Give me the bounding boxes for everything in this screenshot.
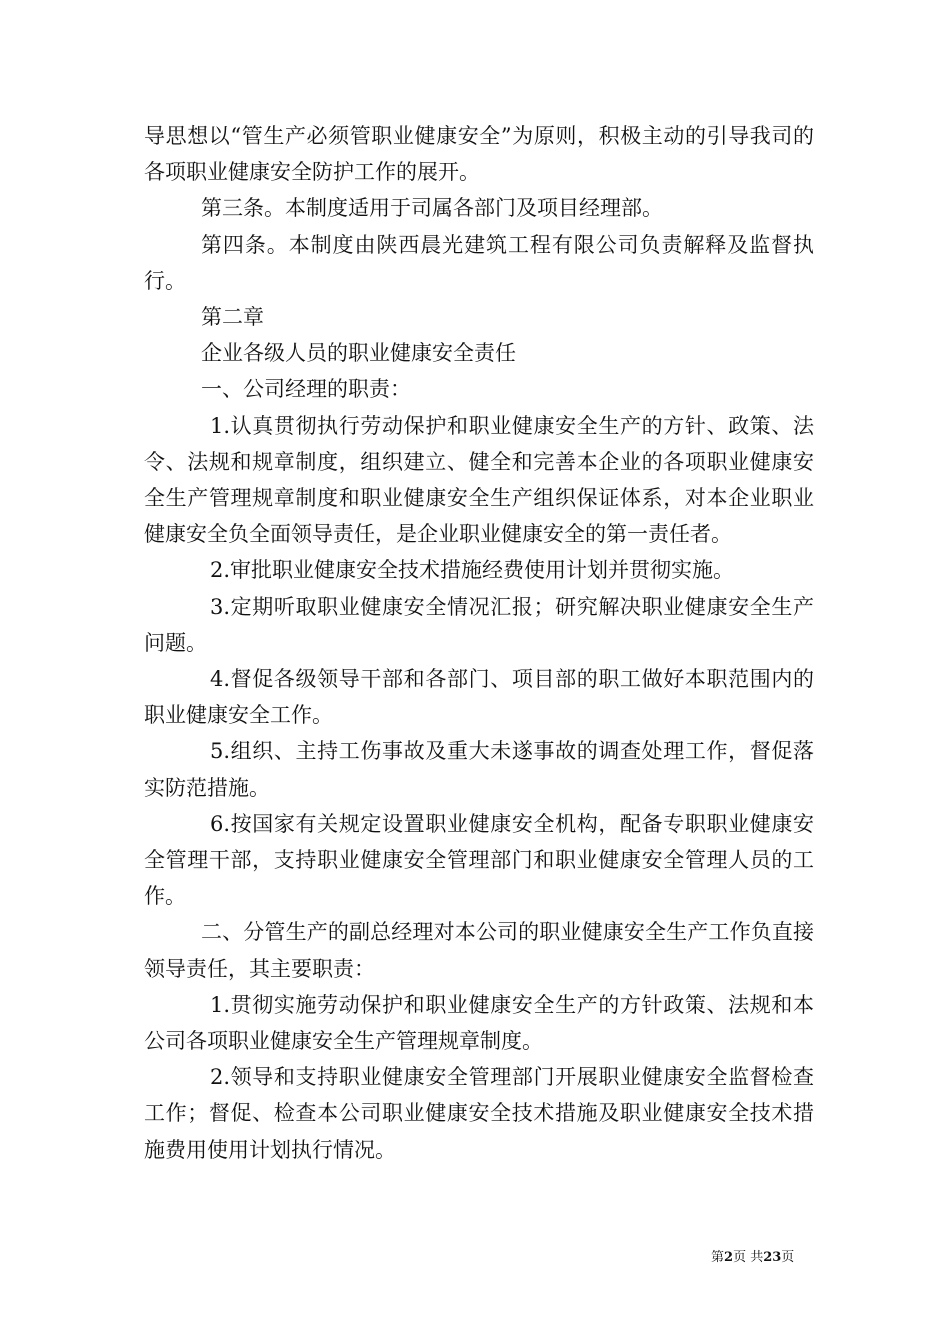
- paragraph-article-4: 第四条。本制度由陕西晨光建筑工程有限公司负责解释及监督执行。: [144, 232, 814, 293]
- list-item: 2.审批职业健康安全技术措施经费使用计划并贯彻实施。: [210, 558, 735, 583]
- chapter-heading: 第二章: [201, 305, 264, 330]
- section-manager-duties: 一、公司经理的职责：: [201, 377, 411, 402]
- footer-suffix: 页: [781, 1250, 795, 1265]
- list-item: 1.认真贯彻执行劳动保护和职业健康安全生产的方针、政策、法令、法规和规章制度，组织建立、健全和完善本企业的各项职业健康安全生产管理规章制度和职业健康安全生产组织保证体系，对本企业职业健康安全负全面领导责任，是企业职业健康安全的第一责任者。: [144, 413, 814, 547]
- list-item: 6.按国家有关规定设置职业健康安全机构，配备专职职业健康安全管理干部，支持职业健康安全管理部门和职业健康安全管理人员的工作。: [144, 811, 814, 909]
- footer-prefix: 第: [711, 1250, 725, 1265]
- total-pages-number: 23: [763, 1250, 782, 1265]
- paragraph-guiding-principle: 导思想以“管生产必须管职业健康安全”为原则，积极主动的引导我司的各项职业健康安全防护工作的展开。: [144, 124, 814, 185]
- list-item: 2.领导和支持职业健康安全管理部门开展职业健康安全监督检查工作；督促、检查本公司职业健康安全技术措施及职业健康安全技术措施费用使用计划执行情况。: [144, 1065, 814, 1162]
- footer-middle: 页 共: [733, 1250, 764, 1265]
- list-item: 4.督促各级领导干部和各部门、项目部的职工做好本职范围内的职业健康安全工作。: [144, 667, 814, 728]
- chapter-title: 企业各级人员的职业健康安全责任: [201, 341, 516, 366]
- section-deputy-manager-duties: 二、分管生产的副总经理对本公司的职业健康安全生产工作负直接领导责任，其主要职责：: [144, 920, 814, 981]
- current-page-number: 2: [724, 1250, 734, 1265]
- document-body: [144, 118, 814, 1168]
- paragraph-article-3: 第三条。本制度适用于司属各部门及项目经理部。: [201, 196, 663, 221]
- list-item: 5.组织、主持工伤事故及重大未遂事故的调查处理工作，督促落实防范措施。: [144, 739, 814, 800]
- page-footer: [711, 1250, 794, 1266]
- list-item: 3.定期听取职业健康安全情况汇报；研究解决职业健康安全生产问题。: [144, 594, 814, 655]
- list-item: 1.贯彻实施劳动保护和职业健康安全生产的方针政策、法规和本公司各项职业健康安全生产管理规章制度。: [144, 992, 814, 1054]
